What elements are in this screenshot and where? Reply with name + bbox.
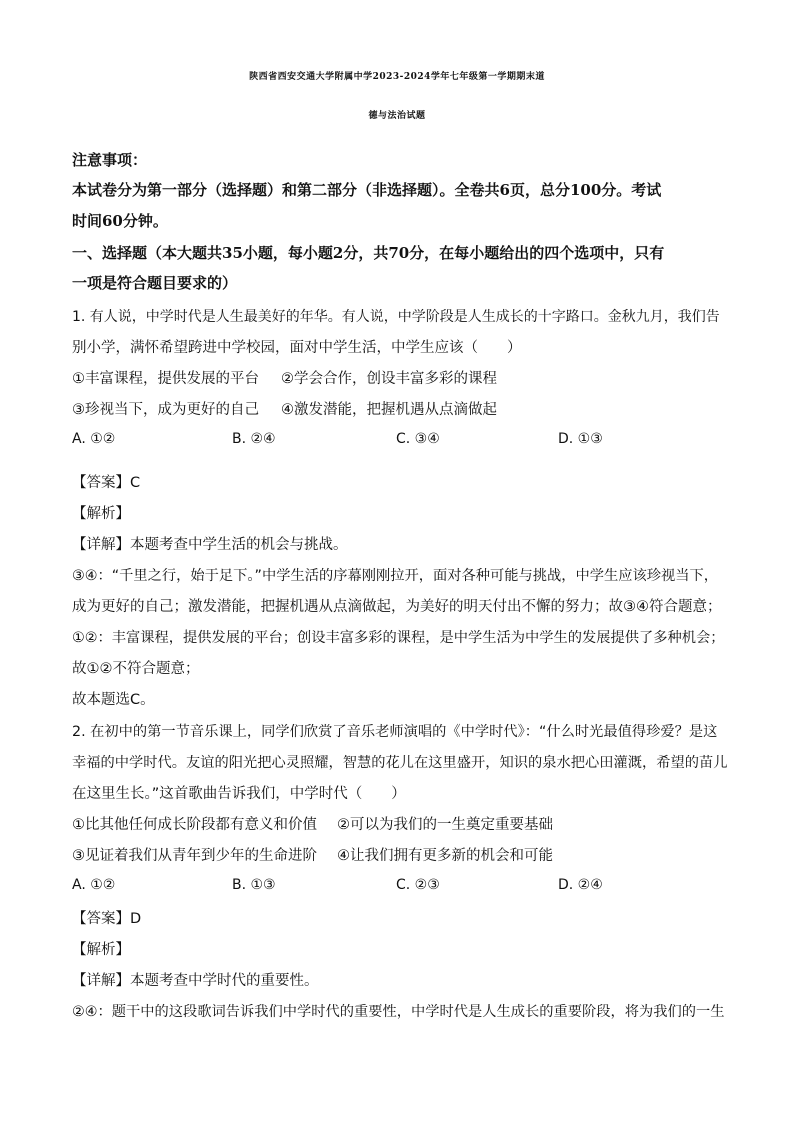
- q2-item3: ③见证着我们从青年到少年的生命进阶: [72, 848, 317, 864]
- q1-explanation-line1: ③④：“千里之行，始于足下。”中学生活的序幕刚刚拉开，面对各种可能与挑战，中学生应该珍视当下，: [72, 568, 718, 584]
- q2-stem-line1: 2. 在初中的第一节音乐课上，同学们欣赏了音乐老师演唱的《中学时代》：“什么时光最值得珍爱？是这: [72, 724, 718, 740]
- q1-explanation-line4: 故①②不符合题意；: [72, 661, 200, 677]
- notice-line2: 时间60分钟。: [72, 212, 168, 230]
- section1-heading-line1: 一、选择题（本大题共35小题，每小题2分，共70分，在每小题给出的四个选项中，只有: [72, 244, 665, 262]
- q1-option-c: C. ③④: [396, 431, 440, 447]
- q1-detail: 【详解】本题考查中学生活的机会与挑战。: [72, 537, 348, 553]
- q1-stem-line1: 1. 有人说，中学时代是人生最美好的年华。有人说，中学阶段是人生成长的十字路口。金秋九月，我们告: [72, 309, 720, 325]
- q2-option-d: D. ②④: [558, 877, 603, 893]
- q1-option-a: A. ①②: [72, 431, 116, 447]
- q2-answer: 【答案】D: [72, 911, 142, 927]
- q1-item4: ④激发潜能，把握机遇从点滴做起: [281, 402, 497, 418]
- notice-heading: 注意事项：: [72, 151, 148, 169]
- q1-answer: 【答案】C: [72, 475, 141, 491]
- section1-heading-line2: 一项是符合题目要求的）: [72, 274, 238, 292]
- q2-detail: 【详解】本题考查中学时代的重要性。: [72, 973, 319, 989]
- q1-item2: ②学会合作，创设丰富多彩的课程: [281, 371, 497, 387]
- q1-option-d: D. ①③: [558, 431, 603, 447]
- page-title-line1: 陕西省西安交通大学附属中学2023-2024学年七年级第一学期期末道: [249, 72, 545, 82]
- q1-explanation-line2: 成为更好的自己；激发潜能，把握机遇从点滴做起，为美好的明天付出不懈的努力；故③④符合题意；: [72, 599, 722, 615]
- q2-item2: ②可以为我们的一生奠定重要基础: [337, 817, 553, 833]
- q1-analysis-label: 【解析】: [72, 506, 130, 522]
- q1-item3: ③珍视当下，成为更好的自己: [72, 402, 259, 418]
- q2-option-c: C. ②③: [396, 877, 440, 893]
- q2-explanation-line1: ②④：题干中的这段歌词告诉我们中学时代的重要性，中学时代是人生成长的重要阶段，将为我们的一生: [72, 1004, 725, 1020]
- q1-option-b: B. ②④: [232, 431, 276, 447]
- q2-item4: ④让我们拥有更多新的机会和可能: [337, 848, 553, 864]
- q2-option-a: A. ①②: [72, 877, 116, 893]
- q2-option-b: B. ①③: [232, 877, 276, 893]
- notice-line1: 本试卷分为第一部分（选择题）和第二部分（非选择题）。全卷共6页，总分100分。考试: [72, 181, 662, 199]
- q1-conclusion: 故本题选C。: [72, 692, 155, 708]
- q1-explanation-line3: ①②：丰富课程，提供发展的平台；创设丰富多彩的课程，是中学生活为中学生的发展提供了多种机会；: [72, 630, 725, 646]
- q1-item1: ①丰富课程，提供发展的平台: [72, 371, 259, 387]
- q2-analysis-label: 【解析】: [72, 942, 130, 958]
- q2-item1: ①比其他任何成长阶段都有意义和价值: [72, 817, 317, 833]
- q1-stem-line2: 别小学，满怀希望跨进中学校园，面对中学生活，中学生应该（ ）: [72, 340, 522, 356]
- q2-stem-line2: 幸福的中学时代。友谊的阳光把心灵照耀，智慧的花儿在这里盛开，知识的泉水把心田灌溉，希望的苗儿: [72, 755, 728, 771]
- page-title-line2: 德与法治试题: [368, 111, 426, 121]
- q2-stem-line3: 在这里生长。”这首歌曲告诉我们，中学时代（ ）: [72, 786, 406, 802]
